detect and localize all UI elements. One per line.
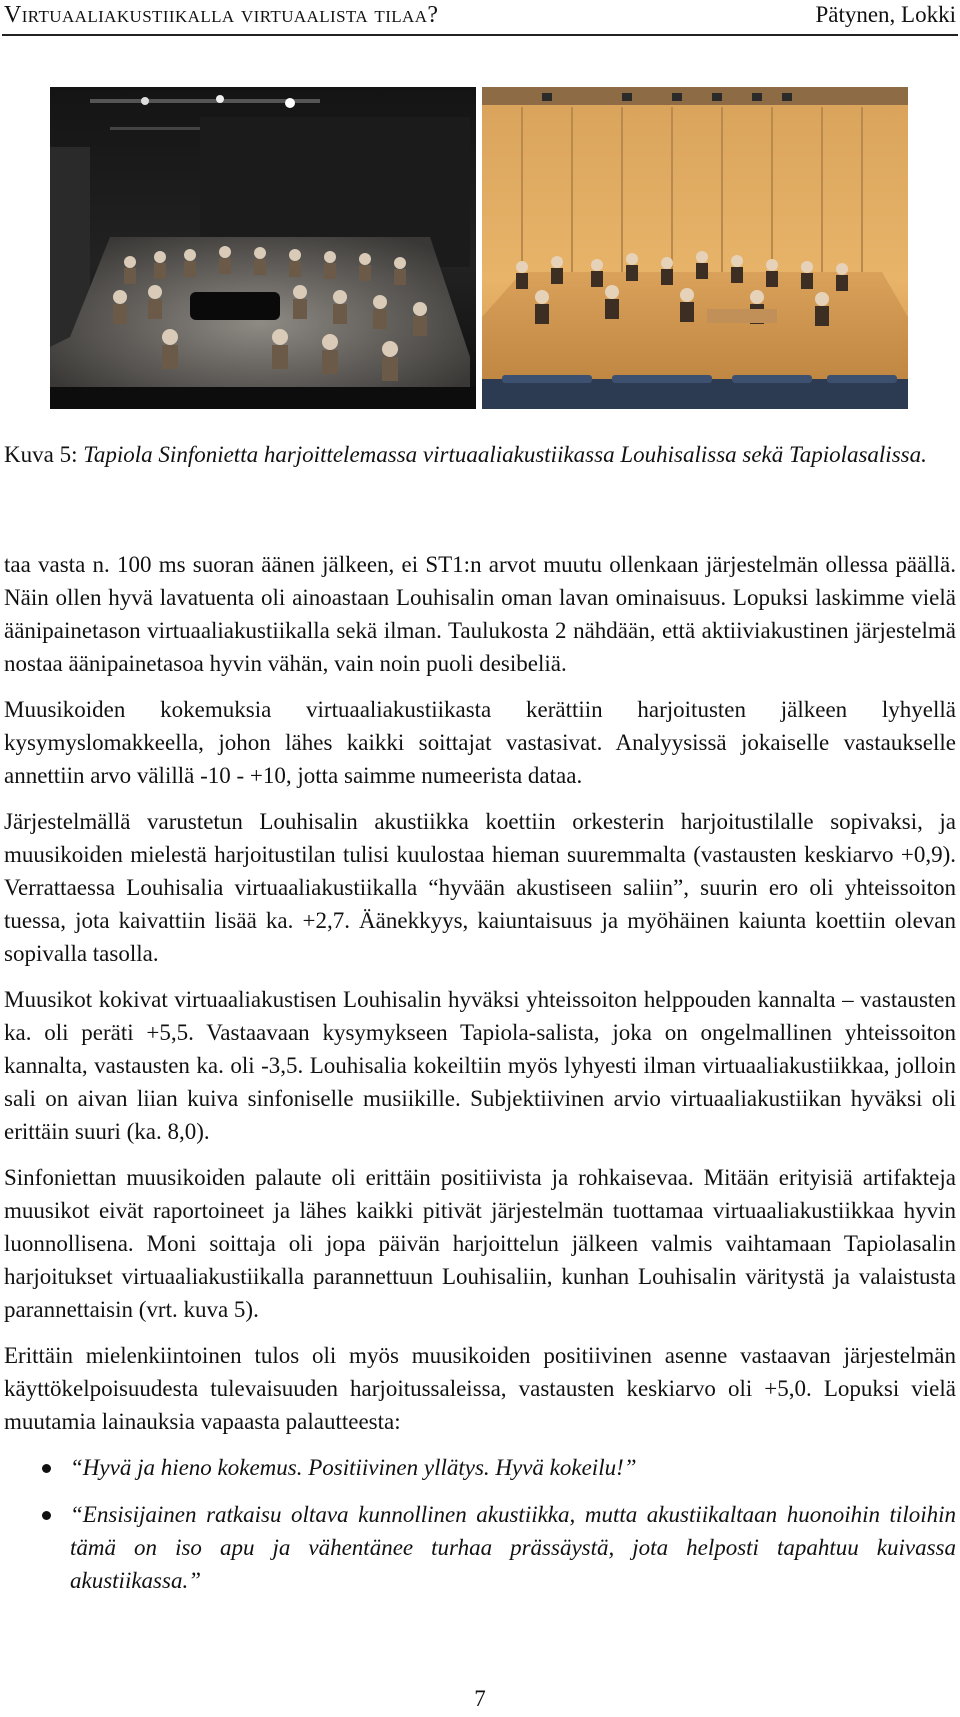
quote-item [4, 1498, 956, 1597]
running-title [4, 2, 438, 29]
running-header [2, 0, 958, 36]
bullet-icon [42, 1464, 51, 1473]
paragraph: Muusikot kokivat virtuaaliakustisen Louhisalin hyväksi yhteissoiton helppouden kannalta – vastausten ka. oli peräti +5,5. Vastaavaan kysymykseen Tapiola-salista, joka on ongelmallinen yhteissoiton kannalta, vastausten ka. oli -3,5. Louhisalia kokeiltiin myös lyhyesti ilman virtuaaliakustiikkaa, jolloin sali on aivan liian kuiva sinfoniselle musiikille. Subjektiivinen arvio virtuaaliakustiikan hyväksi oli erittäin suuri (ka. 8,0). [4, 987, 956, 1144]
running-title-text: Virtuaaliakustiikalla virtuaalista tilaa? [4, 2, 439, 28]
running-authors: Pätynen, Lokki [815, 2, 956, 27]
page-number: 7 [474, 1686, 486, 1711]
body-text [4, 548, 956, 1611]
caption-text: Tapiola Sinfonietta harjoittelemassa virtuaaliakustiikassa Louhisalissa sekä Tapiolasalissa. [83, 442, 927, 467]
photo-tapiolasali-rehearsal [482, 87, 908, 409]
paragraph: Sinfoniettan muusikoiden palaute oli erittäin positiivista ja rohkaisevaa. Mitään erityisiä artifakteja muusikot eivät raportoineet ja lähes kaikki pitivät järjestelmän tuottamaa virtuaaliakustiikkaa hyvin luonnollisena. Moni soittaja oli jopa päivän harjoittelun jälkeen valmis vaihtamaan Tapiolasalin harjoitukset virtuaaliakustiikalla parannettuun Louhisaliin, kunhan Louhisalin väritystä ja valaistusta parannettaisin (vrt. kuva 5). [4, 1165, 956, 1322]
bullet-icon [42, 1511, 51, 1520]
caption-label: Kuva 5: [4, 442, 84, 467]
quote-text: “Hyvä ja hieno kokemus. Positiivinen yllätys. Hyvä kokeilu!” [70, 1455, 637, 1480]
paragraph: taa vasta n. 100 ms suoran äänen jälkeen, ei ST1:n arvot muutu ollenkaan järjestelmän ollessa päällä. Näin ollen hyvä lavatuenta oli ainoastaan Louhisalin oman lavan ominaisuus. Lopuksi laskimme vielä äänipainetason virtuaaliakustiikalla sekä ilman. Taulukosta 2 nähdään, että aktiiviakustinen järjestelmä nostaa äänipainetasoa hyvin vähän, vain noin puoli desibeliä. [4, 552, 956, 676]
quote-text: “Ensisijainen ratkaisu oltava kunnollinen akustiikka, mutta akustiikaltaan huonoihin tiloihin tämä on iso apu ja vähentänee turhaa prässäystä, jota helposti tapahtuu kuivassa akustiikassa.” [70, 1502, 956, 1593]
figure-caption [4, 438, 956, 471]
photo-louhisali-image [50, 87, 476, 409]
quote-item [4, 1451, 956, 1484]
quote-list [4, 1451, 956, 1597]
paragraph: Muusikoiden kokemuksia virtuaaliakustiikasta kerättiin harjoitusten jälkeen lyhyellä kysymyslomakkeella, johon lähes kaikki soittajat vastasivat. Analyysissä jokaiselle vastaukselle annettiin arvo välillä -10 - +10, jotta saimme numeerista dataa. [4, 697, 956, 788]
photo-tapiolasali-image [482, 87, 908, 409]
figure-5 [50, 87, 908, 409]
paragraph: Järjestelmällä varustetun Louhisalin akustiikka koettiin orkesterin harjoitustilalle sopivaksi, ja muusikoiden mielestä harjoitustilan tulisi kuulostaa hieman suuremmalta (vastausten keskiarvo +0,9). Verrattaessa Louhisalia virtuaaliakustiikalla “hyvään akustiseen saliin”, suurin ero oli yhteissoiton tuessa, jota kaivattiin lisää ka. +2,7. Äänekkyys, kaiuntaisuus ja myöhäinen kaiunta koettiin olevan sopivalla tasolla. [4, 809, 956, 966]
photo-louhisali-rehearsal [50, 87, 476, 409]
paragraph: Erittäin mielenkiintoinen tulos oli myös muusikoiden positiivinen asenne vastaavan järjestelmän käyttökelpoisuudesta tulevaisuuden harjoitussaleissa, vastausten keskiarvo oli +5,0. Lopuksi vielä muutamia lainauksia vapaasta palautteesta: [4, 1343, 956, 1434]
